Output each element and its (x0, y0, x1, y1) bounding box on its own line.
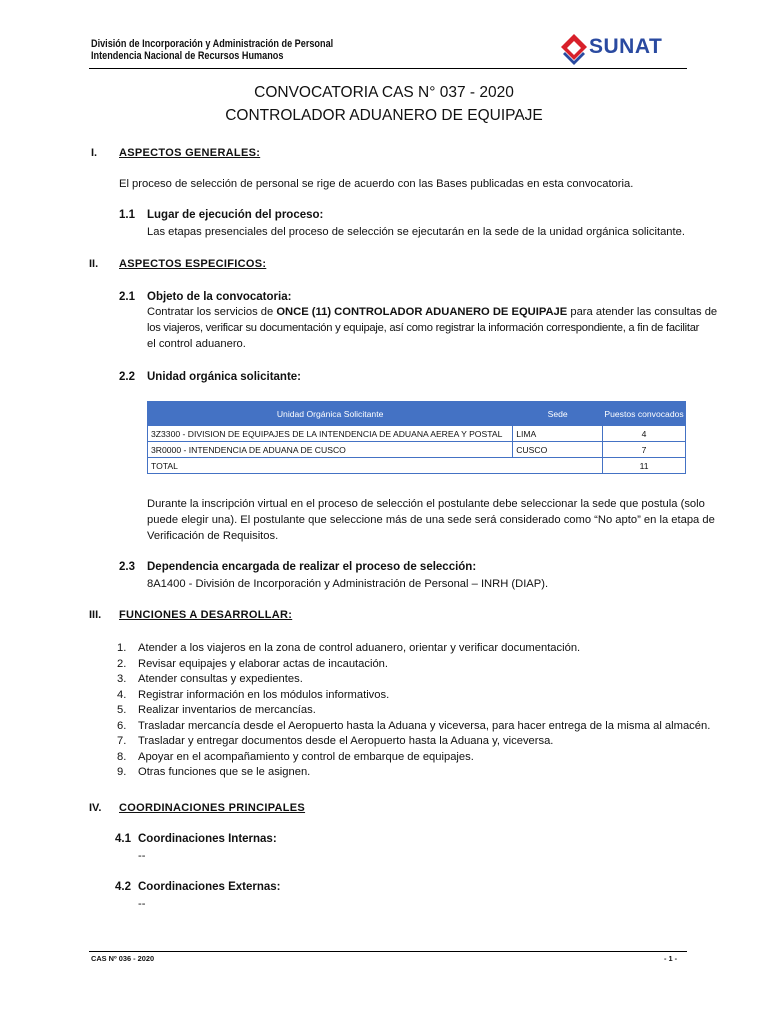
subsection-2-1-title: Objeto de la convocatoria: (147, 291, 292, 303)
function-item-number: 5. (117, 704, 127, 716)
function-item-number: 3. (117, 673, 127, 685)
function-item: Registrar información en los módulos informativos. (138, 688, 390, 701)
sunat-logo (559, 32, 677, 66)
objeto-text-bold: ONCE (11) CONTROLADOR ADUANERO DE EQUIPAJE (276, 306, 568, 318)
sede-note-line-1: Durante la inscripción virtual en el proceso de selección el postulante debe seleccionar la sede que postula (solo (147, 498, 705, 510)
table-row (148, 426, 686, 442)
header-institution (91, 38, 333, 62)
subsection-2-3-title: Dependencia encargada de realizar el proceso de selección: (147, 561, 477, 573)
function-item: Realizar inventarios de mercancías. (138, 704, 316, 716)
table-header-unit: Unidad Orgánica Solicitante (148, 402, 513, 426)
sunat-logo-icon (559, 32, 589, 66)
table-cell-puestos: 7 (603, 442, 686, 458)
subsection-2-3-text: 8A1400 - División de Incorporación y Administración de Personal – INRH (DIAP). (147, 578, 549, 590)
section-1-intro: El proceso de selección de personal se rige de acuerdo con las Bases publicadas en esta convocatoria. (119, 178, 634, 190)
subsection-2-3-number: 2.3 (119, 561, 135, 573)
subsection-4-1-text: -- (138, 850, 146, 862)
sede-note-line-3: Verificación de Requisitos. (147, 530, 279, 542)
table-total-spacer (513, 458, 603, 474)
function-item-number: 2. (117, 657, 127, 670)
function-item-number: 7. (117, 735, 127, 747)
function-item-number: 1. (117, 642, 127, 654)
subsection-4-2-title: Coordinaciones Externas: (138, 881, 281, 893)
subsection-2-1-text-line-2: los viajeros, verificar su documentación y equipaje, así como registrar la información correspondiente, a fin de facilitar (147, 322, 700, 334)
function-item-number: 8. (117, 750, 127, 763)
section-4-number: IV. (89, 802, 102, 814)
header-line-1: División de Incorporación y Administración de Personal (91, 38, 334, 50)
table-cell-unit: 3Z3300 - DIVISION DE EQUIPAJES DE LA INTENDENCIA DE ADUANA AEREA Y POSTAL (148, 426, 513, 442)
subsection-2-1-text-line-1 (147, 306, 717, 318)
document-title-line-2: CONTROLADOR ADUANERO DE EQUIPAJE (225, 107, 543, 124)
function-item: Otras funciones que se le asignen. (138, 766, 311, 778)
section-2-title: ASPECTOS ESPECIFICOS: (119, 258, 267, 270)
subsection-4-2-number: 4.2 (115, 881, 131, 893)
table-header-puestos: Puestos convocados (603, 402, 686, 426)
sunat-logo-text: SUNAT (589, 35, 663, 58)
table-header-row (148, 402, 686, 426)
sede-note-line-2: puede elegir una). El postulante que seleccione más de una sede será considerado como “No apto” en la etapa de (147, 514, 715, 526)
function-item: Revisar equipajes y elaborar actas de incautación. (138, 657, 388, 670)
objeto-text-a: Contratar los servicios de (147, 306, 277, 318)
table-cell-sede: LIMA (513, 426, 603, 442)
table-total-label: TOTAL (148, 458, 513, 474)
organic-unit-table (147, 401, 686, 474)
subsection-4-1-title: Coordinaciones Internas: (138, 833, 277, 845)
subsection-4-2-text: -- (138, 898, 146, 910)
footer-page-number: - 1 - (664, 954, 678, 963)
subsection-2-2-title: Unidad orgánica solicitante: (147, 371, 301, 383)
function-item-number: 6. (117, 719, 127, 732)
table-cell-puestos: 4 (603, 426, 686, 442)
subsection-2-2-number: 2.2 (119, 371, 135, 383)
table-header-sede: Sede (513, 402, 603, 426)
subsection-2-1-text-line-3: el control aduanero. (147, 338, 246, 350)
section-2-number: II. (89, 258, 99, 270)
subsection-1-1-text: Las etapas presenciales del proceso de selección se ejecutarán en la sede de la unidad orgánica solicitante. (147, 226, 685, 238)
function-item: Atender consultas y expedientes. (138, 673, 303, 685)
subsection-1-1-number: 1.1 (119, 209, 135, 221)
footer-reference: CAS Nº 036 - 2020 (91, 954, 155, 963)
header-line-2: Intendencia Nacional de Recursos Humanos (91, 50, 284, 62)
section-1-number: I. (91, 147, 98, 159)
function-item-number: 4. (117, 688, 127, 701)
objeto-text-b: para atender las consultas de (567, 306, 718, 318)
table-total-row (148, 458, 686, 474)
table-cell-sede: CUSCO (513, 442, 603, 458)
function-item: Atender a los viajeros en la zona de control aduanero, orientar y verificar documentación. (138, 642, 581, 654)
function-item: Apoyar en el acompañamiento y control de embarque de equipajes. (138, 750, 474, 763)
document-title-line-1: CONVOCATORIA CAS N° 037 - 2020 (254, 84, 514, 101)
section-3-title: FUNCIONES A DESARROLLAR: (119, 609, 293, 621)
table-row (148, 442, 686, 458)
function-item-number: 9. (117, 766, 127, 778)
section-1-title: ASPECTOS GENERALES: (119, 147, 261, 159)
section-3-number: III. (89, 609, 102, 621)
function-item: Trasladar y entregar documentos desde el Aeropuerto hasta la Aduana y, viceversa. (138, 735, 554, 747)
subsection-2-1-number: 2.1 (119, 291, 135, 303)
table-total-value: 11 (603, 458, 686, 474)
footer-rule (89, 951, 687, 952)
section-4-title: COORDINACIONES PRINCIPALES (119, 802, 306, 814)
function-item: Trasladar mercancía desde el Aeropuerto hasta la Aduana y viceversa, para hacer entrega de la misma al almacén. (138, 719, 711, 732)
subsection-4-1-number: 4.1 (115, 833, 131, 845)
table-cell-unit: 3R0000 - INTENDENCIA DE ADUANA DE CUSCO (148, 442, 513, 458)
subsection-1-1-title: Lugar de ejecución del proceso: (147, 209, 324, 221)
header-rule (89, 68, 687, 69)
